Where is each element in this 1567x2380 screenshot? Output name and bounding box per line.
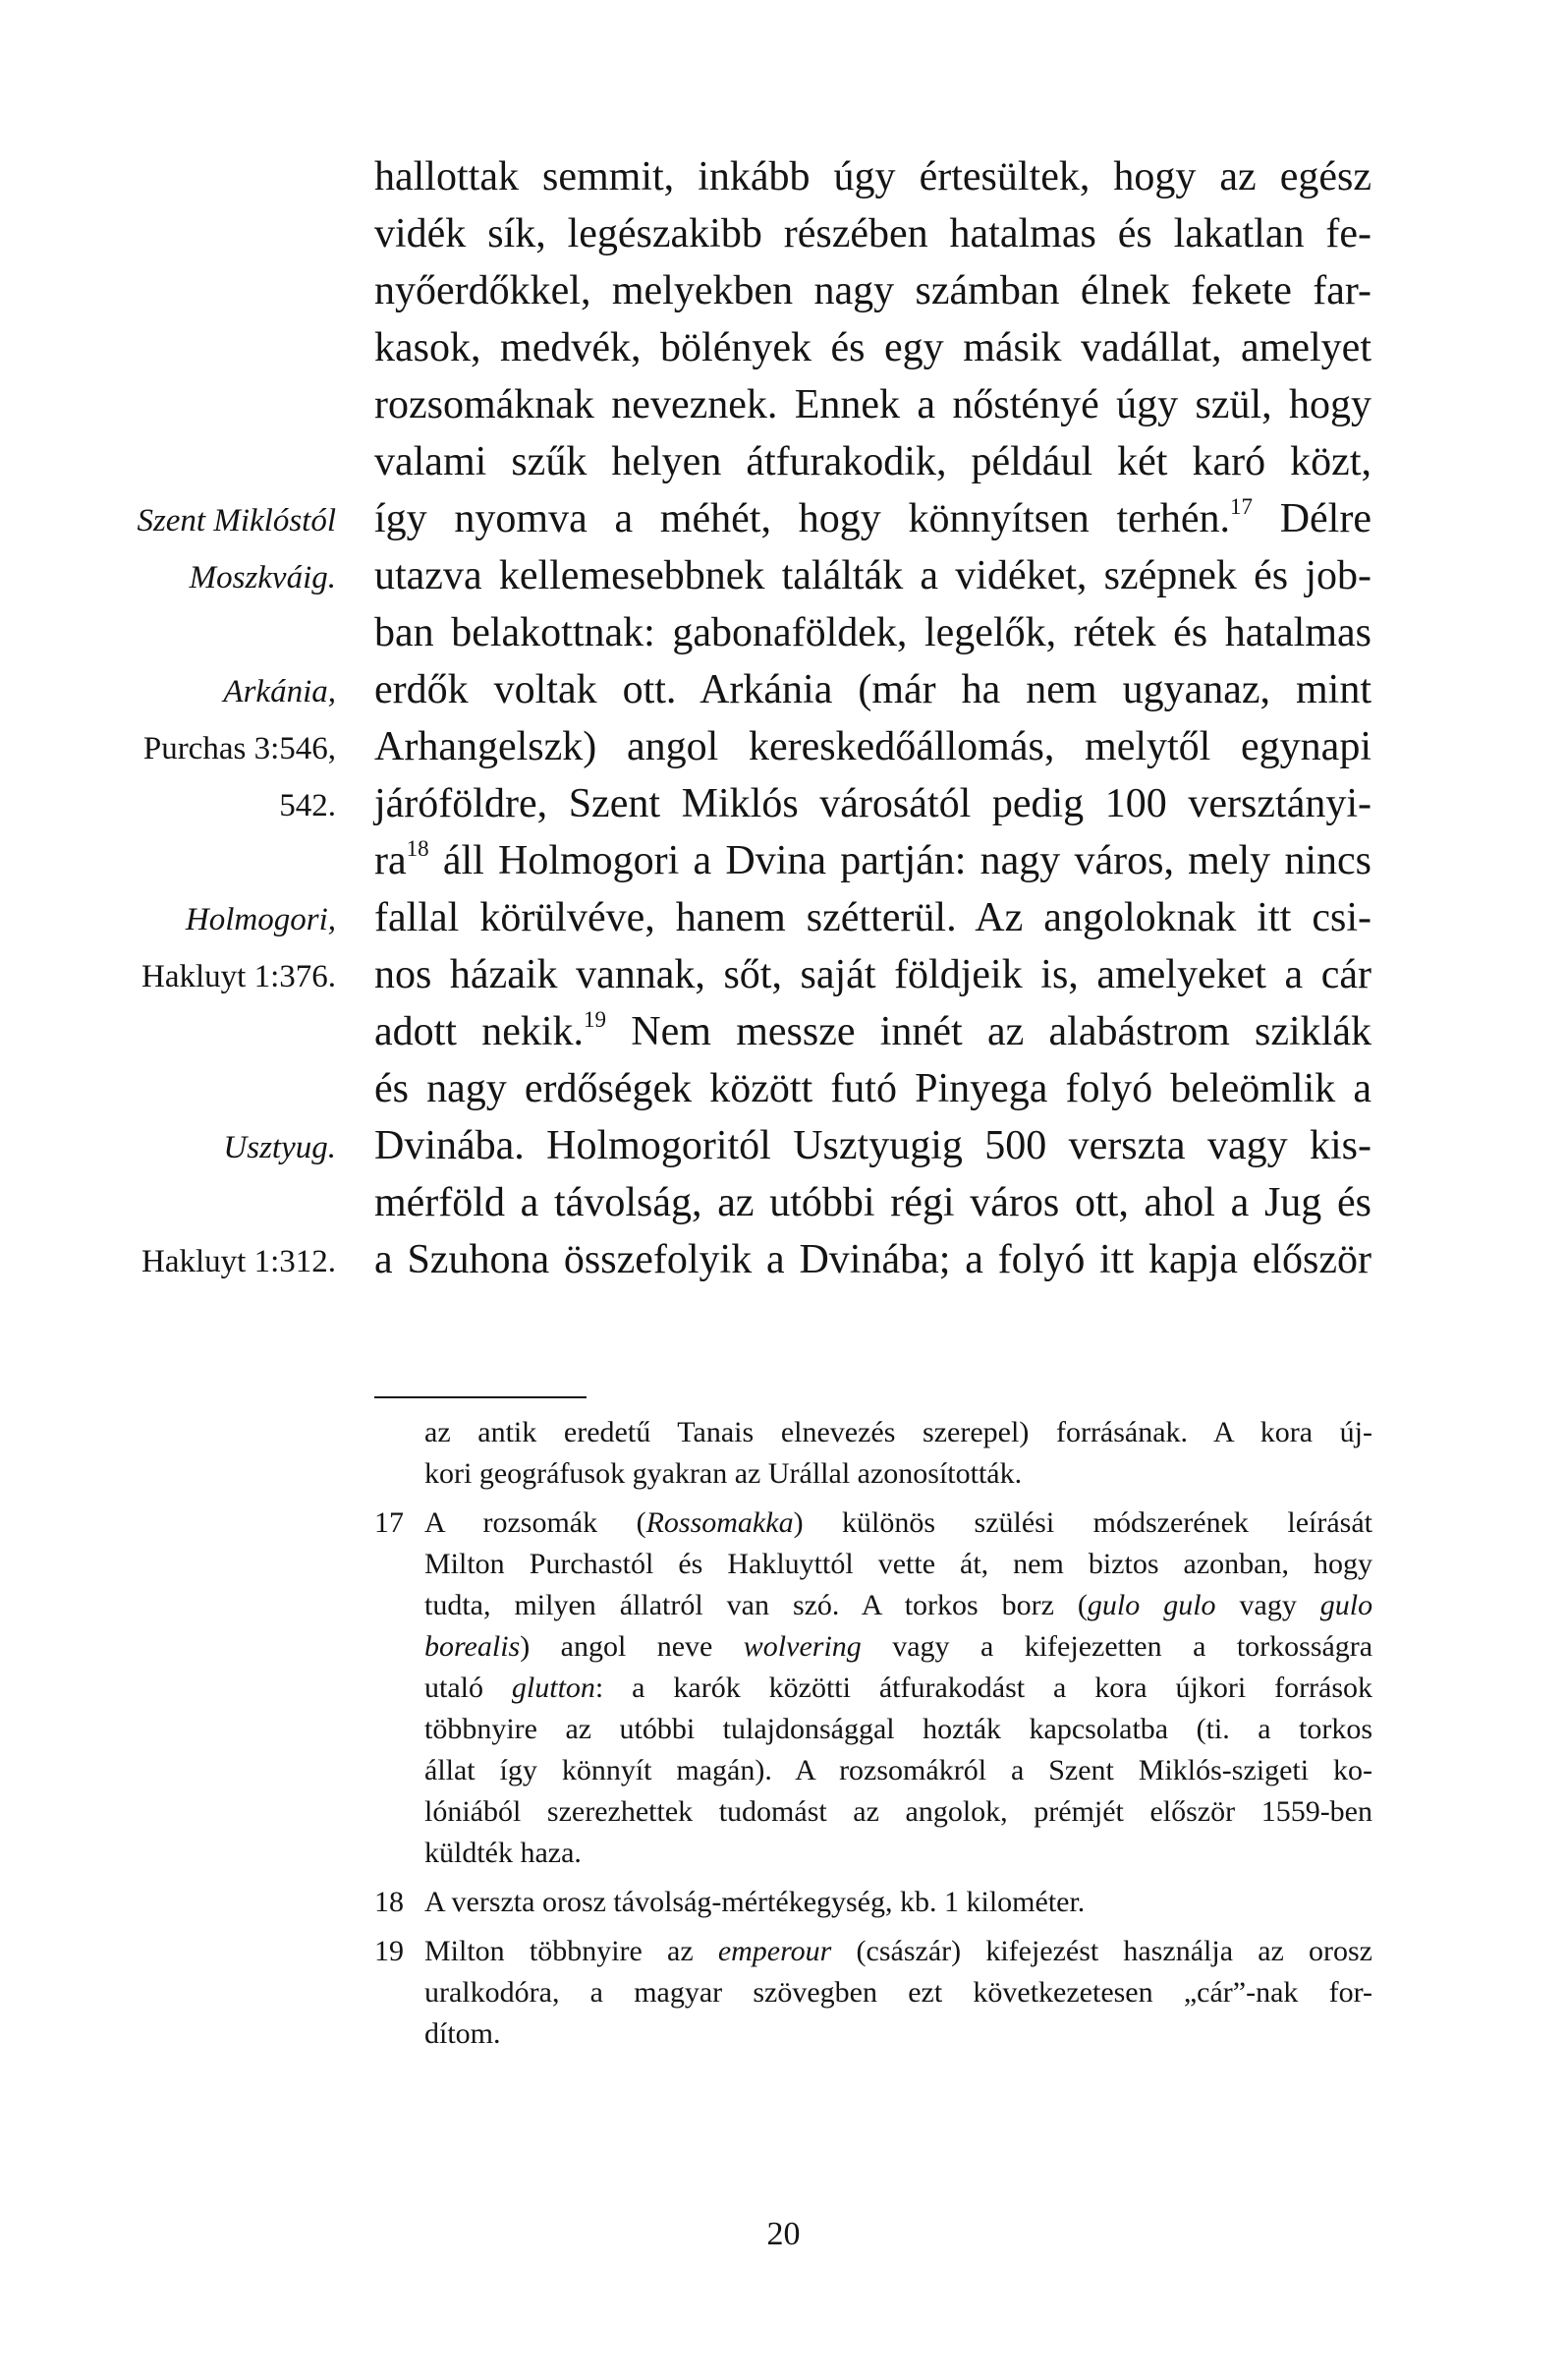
- main-text-line: és nagy erdőségek között futó Pinyega folyó beleömlik a: [374, 1066, 1371, 1111]
- main-text-line: fallal körülvéve, hanem szétterül. Az angoloknak itt csi-: [374, 895, 1371, 940]
- main-text-segment: áll Holmogori a Dvina partján: nagy város, mely nincs: [428, 838, 1371, 883]
- main-text-line: nyőerdőkkel, melyekben nagy számban élnek fekete far-: [374, 268, 1371, 313]
- main-text-line: ban belakottnak: gabonaföldek, legelők, rétek és hatalmas: [374, 610, 1371, 655]
- main-text-line: rozsomáknak neveznek. Ennek a nőstényé úgy szül, hogy: [374, 382, 1371, 427]
- margin-note: Hakluyt 1:312.: [141, 1244, 336, 1279]
- main-text-line: hallottak semmit, inkább úgy értesültek, hogy az egész: [374, 154, 1371, 199]
- main-text-line: mérföld a távolság, az utóbbi régi város ott, ahol a Jug és: [374, 1180, 1371, 1225]
- main-text-line: nos házaik vannak, sőt, saját földjeik is, amelyeket a cár: [374, 952, 1371, 997]
- main-text-segment: Délre: [1252, 496, 1371, 541]
- margin-note: Arkánia,: [223, 674, 336, 709]
- main-text-line: erdők voltak ott. Arkánia (már ha nem ugyanaz, mint: [374, 667, 1371, 712]
- main-text-line: [374, 490, 1371, 547]
- footnote-line: A rozsomák (Rossomakka) különös szülési módszerének leírását: [424, 1506, 1373, 1539]
- margin-note: Szent Miklóstól: [137, 503, 336, 538]
- margin-note: Hakluyt 1:376.: [141, 959, 336, 994]
- footnote-separator-rule: [374, 1396, 587, 1398]
- margin-note: Holmogori,: [185, 902, 336, 937]
- footnote-line: az antik eredetű Tanais elnevezés szerepel) forrásának. A kora új-: [424, 1416, 1372, 1448]
- footnote-line: uralkodóra, a magyar szövegben ezt következetesen „cár”-nak for-: [424, 1976, 1372, 2009]
- footnote-reference: 17: [1229, 494, 1253, 519]
- main-text-segment: adott nekik.: [374, 1009, 585, 1054]
- main-text-line: valami szűk helyen átfurakodik, például két karó közt,: [374, 439, 1371, 484]
- main-text-segment: így nyomva a méhét, hogy könnyítsen terhén.: [374, 496, 1230, 541]
- main-text-line: vidék sík, legészakibb részében hatalmas és lakatlan fe-: [374, 211, 1371, 256]
- margin-note: Purchas 3:546,: [142, 731, 336, 766]
- footnote-number: 19: [374, 1935, 404, 1967]
- footnote-line: Milton többnyire az emperour (császár) kifejezést használja az orosz: [424, 1935, 1372, 1967]
- main-text-line: [374, 832, 1371, 889]
- footnote-line: dítom.: [424, 2017, 501, 2050]
- main-text-line: Dvinába. Holmogoritól Usztyugig 500 verszta vagy kis-: [374, 1123, 1371, 1168]
- main-text-line: a Szuhona összefolyik a Dvinába; a folyó itt kapja először: [374, 1237, 1371, 1282]
- main-text-line: járóföldre, Szent Miklós városától pedig 100 versztányi-: [374, 781, 1371, 826]
- margin-note: 542.: [279, 788, 336, 823]
- footnote-number: 17: [374, 1506, 404, 1539]
- footnote-reference: 18: [406, 836, 429, 861]
- footnote-reference: 19: [584, 1007, 607, 1032]
- footnote-line: utaló glutton: a karók közötti átfurakodást a kora újkori források: [424, 1672, 1373, 1704]
- footnote-line: állat így könnyít magán). A rozsomákról a Szent Miklós-szigeti ko-: [424, 1754, 1372, 1786]
- footnote-line: lóniából szerezhettek tudomást az angolok, prémjét először 1559-ben: [424, 1795, 1372, 1828]
- footnote-line: tudta, milyen állatról van szó. A torkos borz (gulo gulo vagy gulo: [424, 1589, 1373, 1621]
- footnote-line: kori geográfusok gyakran az Urállal azonosították.: [424, 1457, 1023, 1490]
- margin-note: Usztyug.: [223, 1130, 336, 1165]
- footnote-line: Milton Purchastól és Hakluyttól vette át, nem biztos azonban, hogy: [424, 1548, 1372, 1580]
- footnote-line: küldték haza.: [424, 1837, 582, 1869]
- main-text-line: [374, 1003, 1371, 1060]
- main-text-line: utazva kellemesebbnek találták a vidéket, szépnek és job-: [374, 553, 1371, 598]
- margin-note: Moszkváig.: [189, 560, 336, 595]
- page-number: 20: [766, 2216, 801, 2252]
- main-text-segment: ra: [374, 838, 407, 883]
- footnote-line: A verszta orosz távolság-mértékegység, kb. 1 kilométer.: [424, 1886, 1086, 1918]
- main-text-line: Arhangelszk) angol kereskedőállomás, melytől egynapi: [374, 724, 1371, 769]
- main-text-line: kasok, medvék, bölények és egy másik vadállat, amelyet: [374, 325, 1371, 370]
- footnote-line: borealis) angol neve wolvering vagy a kifejezetten a torkosságra: [424, 1630, 1373, 1663]
- main-text-segment: Nem messze innét az alabástrom sziklák: [606, 1009, 1371, 1054]
- footnote-line: többnyire az utóbbi tulajdonsággal hozták kapcsolatba (ti. a torkos: [424, 1713, 1372, 1745]
- footnote-number: 18: [374, 1886, 404, 1918]
